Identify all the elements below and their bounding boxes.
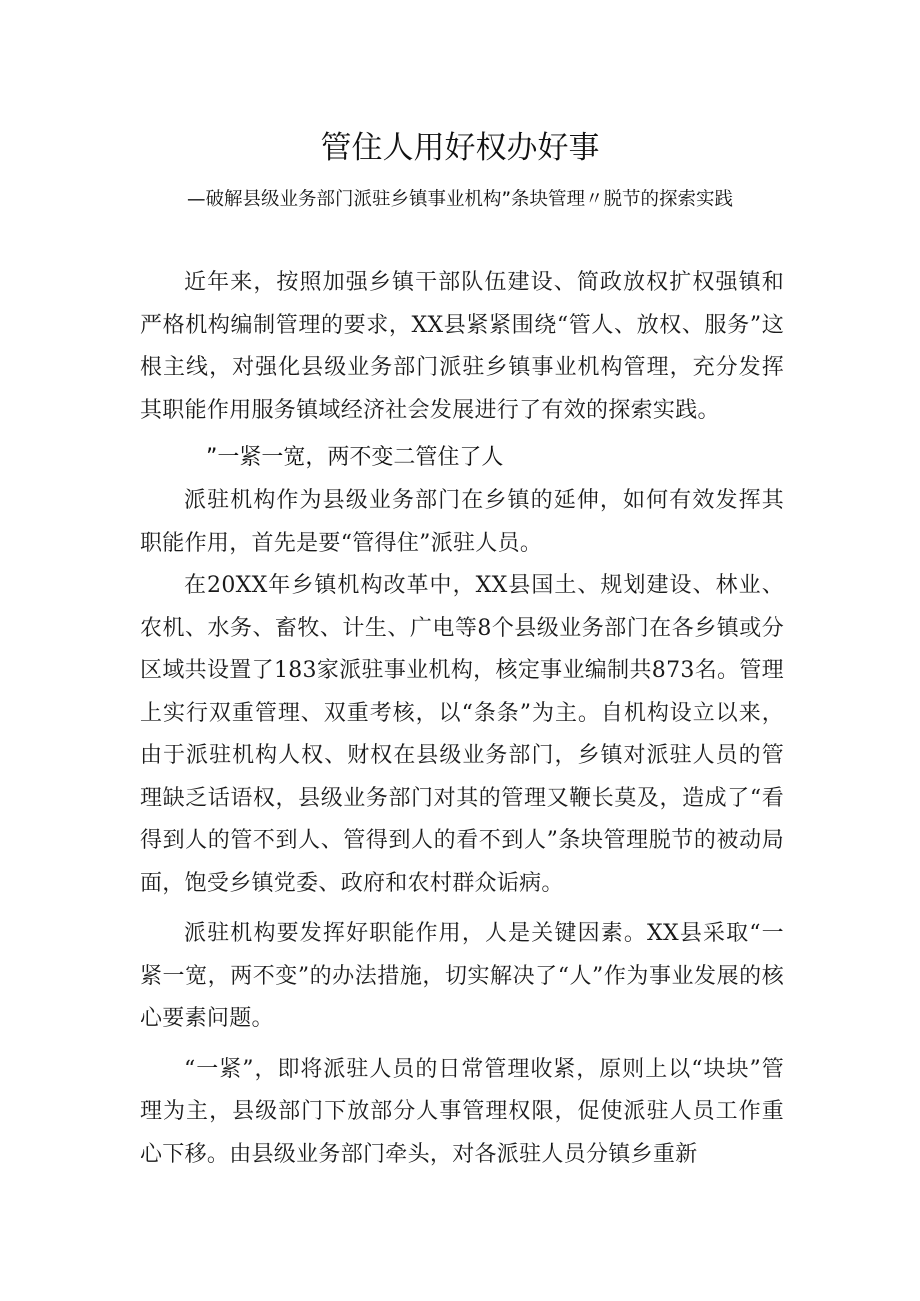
paragraph: “一紧”，即将派驻人员的日常管理收紧，原则上以“块块”管理为主，县级部门下放部分人事管理权限，促使派驻人员工作重心下移。由县级业务部门牵头，对各派驻人员分镇乡重新 (140, 1056, 784, 1167)
section-heading: ”一紧一宽，两不变二管住了人 (206, 445, 504, 470)
document-title: 管住人用好权办好事 (320, 130, 600, 166)
paragraph: 派驻机构作为县级业务部门在乡镇的延伸，如何有效发挥其职能作用，首先是要“管得住”派驻人员。 (140, 488, 784, 556)
paragraph: 在20XX年乡镇机构改革中，XX县国土、规划建设、林业、农机、水务、畜牧、计生、广电等8个县级业务部门在各乡镇或分区域共设置了183家派驻事业机构，核定事业编制共873名。管理上实行双重管理、双重考核，以“条条”为主。自机构设立以来，由于派驻机构人权、财权在县级业务部门，乡镇对派驻人员的管理缺乏话语权，县级业务部门对其的管理又鞭长莫及，造成了“看得到人的管不到人、管得到人的看不到人”条块管理脱节的被动局面，饱受乡镇党委、政府和农村群众诟病。 (140, 573, 784, 896)
paragraph-intro: 近年来，按照加强乡镇干部队伍建设、简政放权扩权强镇和严格机构编制管理的要求，XX县紧紧围绕“管人、放权、服务”这根主线，对强化县级业务部门派驻乡镇事业机构管理，充分发挥其职能作用服务镇域经济社会发展进行了有效的探索实践。 (140, 270, 784, 423)
document-body (140, 262, 784, 1176)
paragraph: 派驻机构要发挥好职能作用，人是关键因素。XX县采取“一紧一宽，两不变”的办法措施，切实解决了“人”作为事业发展的核心要素问题。 (140, 921, 784, 1031)
document-subtitle: —破解县级业务部门派驻乡镇事业机构”条块管理〃脱节的探索实践 (186, 189, 734, 210)
